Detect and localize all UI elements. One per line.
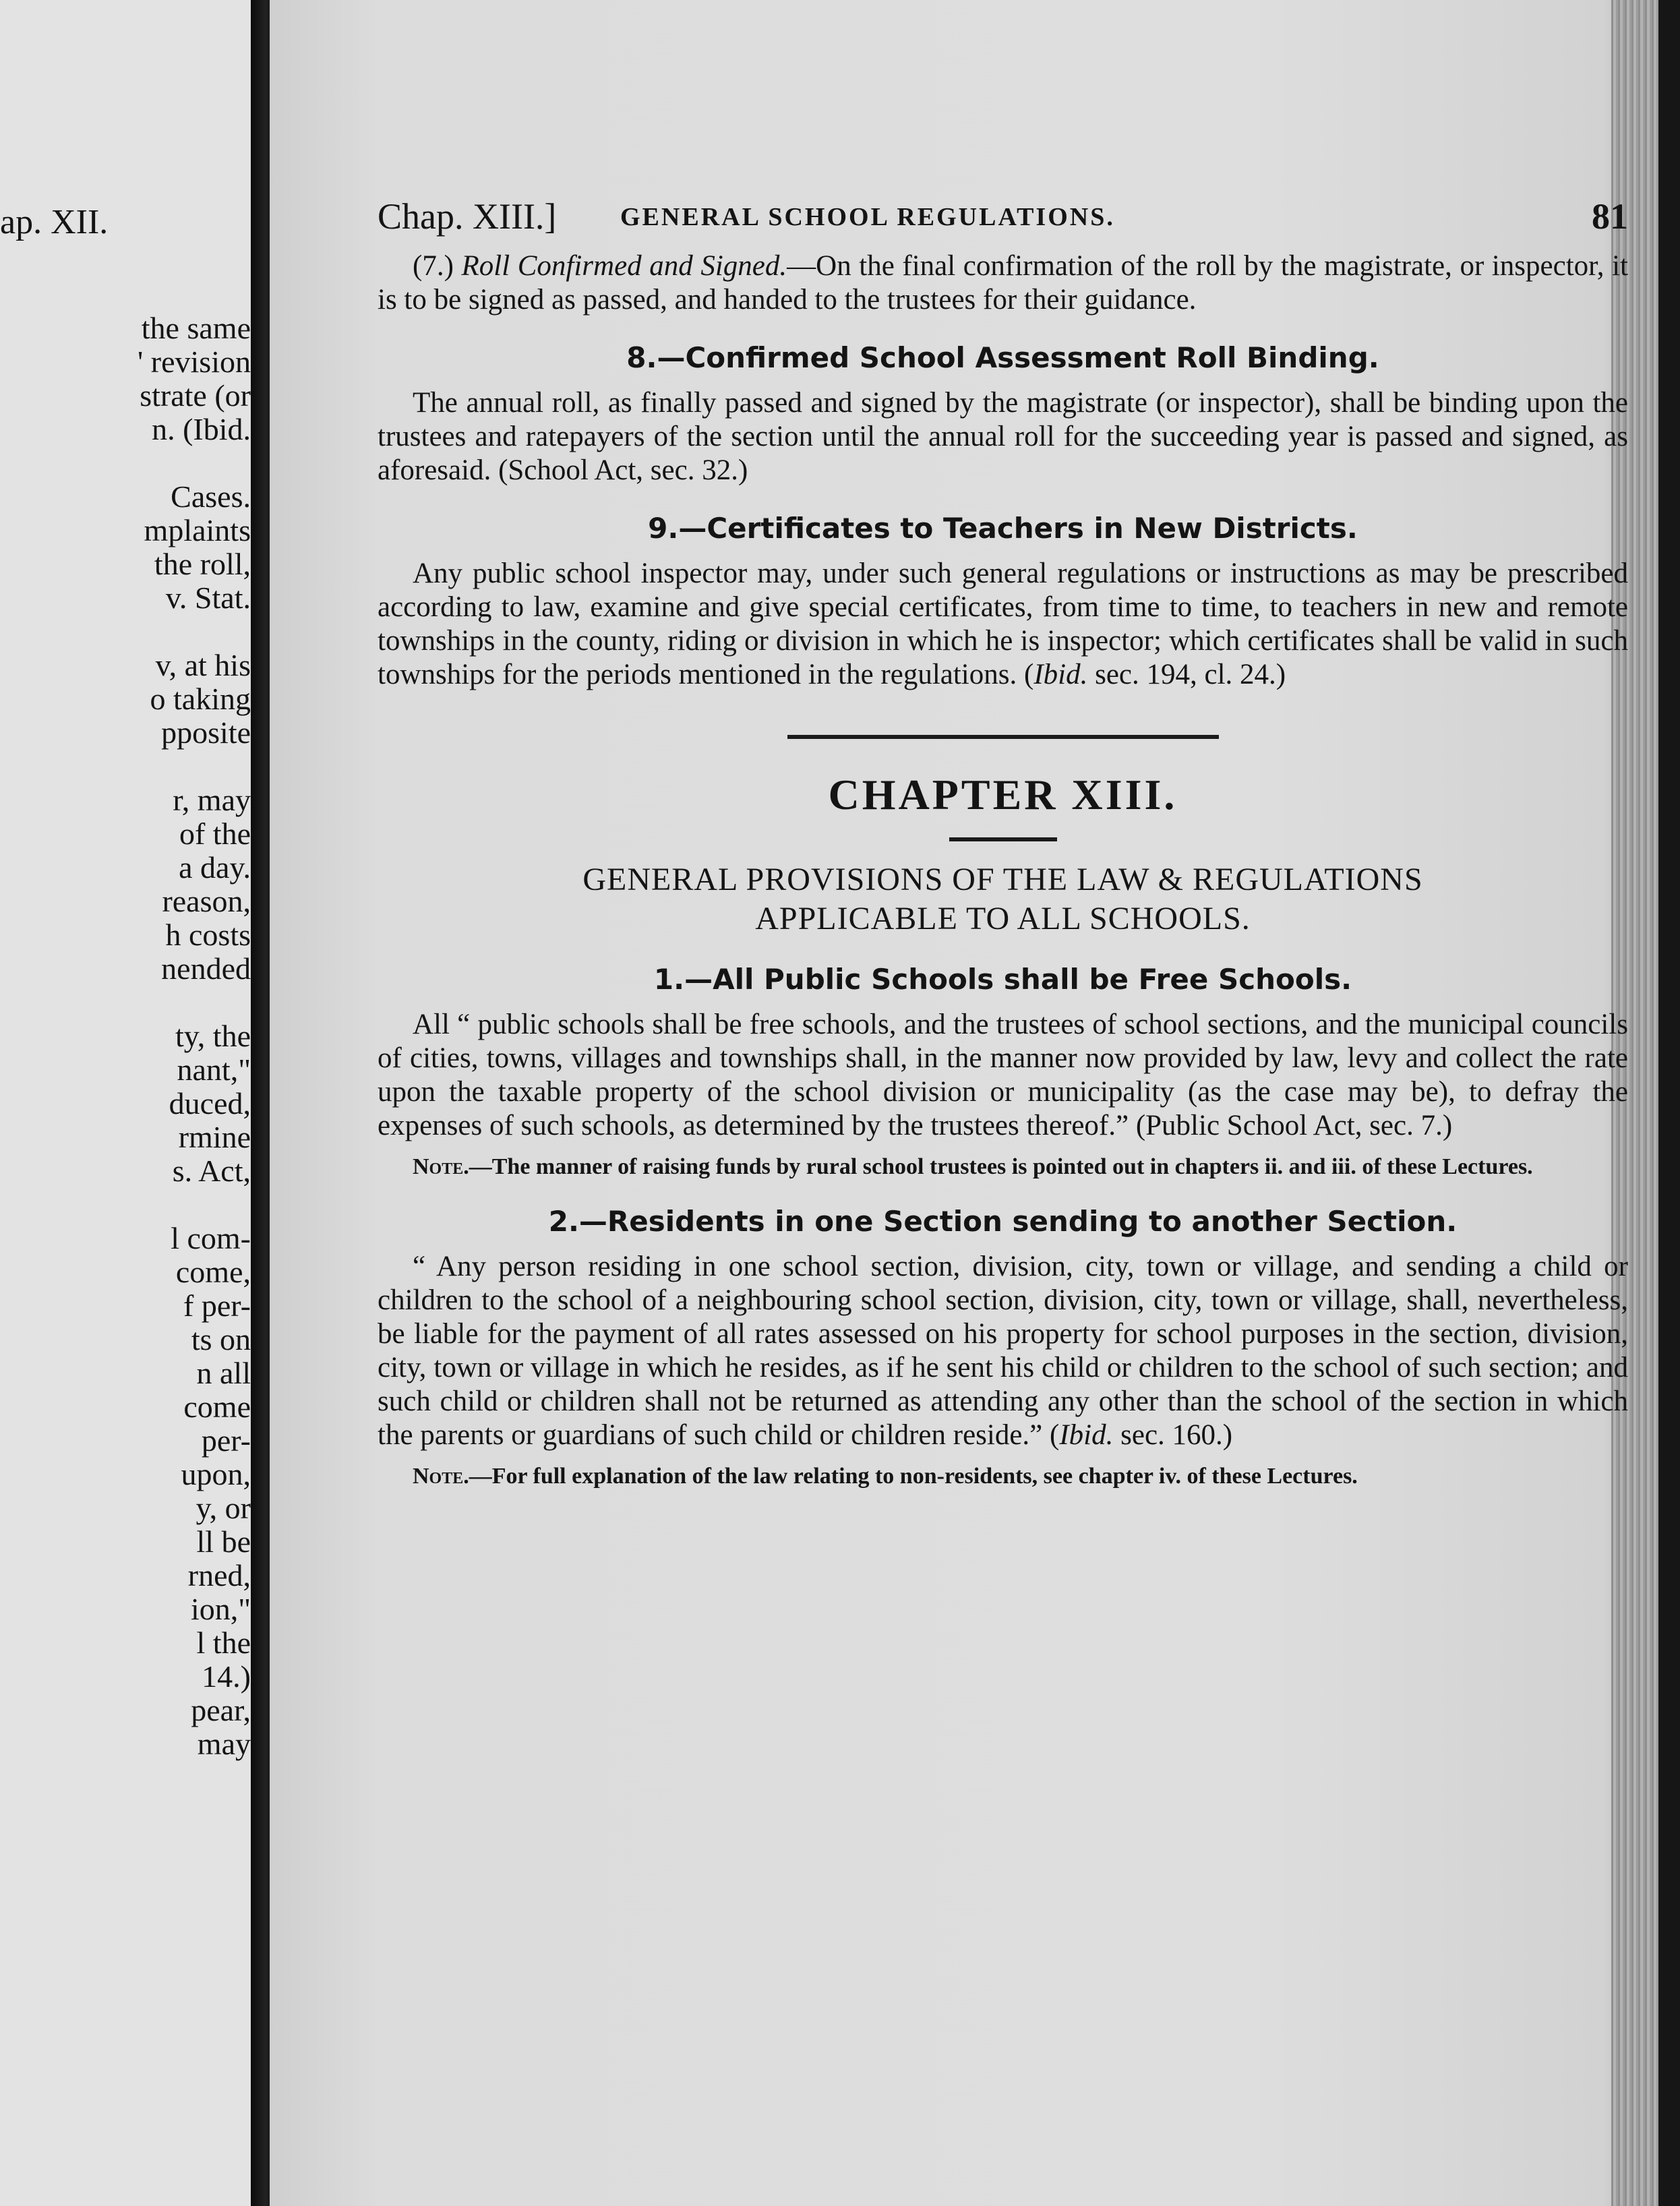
previous-page-line bbox=[0, 1626, 251, 1660]
previous-page-line bbox=[0, 446, 251, 480]
previous-page-line-text: come, bbox=[175, 1255, 251, 1289]
previous-page-line bbox=[0, 1357, 251, 1390]
previous-page-line-text: duced, bbox=[169, 1086, 251, 1121]
previous-page-line-text: ty, the bbox=[175, 1019, 251, 1053]
previous-page-line bbox=[0, 379, 251, 413]
paragraph-7-number: (7.) bbox=[413, 250, 454, 282]
previous-page-line-text: ll be bbox=[196, 1524, 251, 1559]
previous-page-line-text: rmine bbox=[178, 1120, 251, 1154]
previous-page-line bbox=[0, 1390, 251, 1424]
previous-page-line bbox=[0, 649, 251, 682]
previous-page-line bbox=[0, 311, 251, 345]
previous-page-line bbox=[0, 1154, 251, 1188]
section-1-text: All “ public schools shall be free schools, and the trustees of school sections, and the municipal councils of cities, towns, villages and townships shall, in the manner now provided by law, levy and collect the rate upon the taxable property of the school division or municipality (as the case may be), to defray the expenses of such schools, as determined by the trustees thereof.” (Public School Act, sec. 7.) bbox=[378, 1009, 1628, 1141]
previous-page-line-text: s. Act, bbox=[172, 1154, 251, 1188]
section-2-citation-ref: Ibid. bbox=[1059, 1419, 1114, 1451]
section-2-note bbox=[378, 1463, 1628, 1490]
page-81 bbox=[270, 0, 1658, 2206]
previous-page-line bbox=[0, 817, 251, 851]
previous-page-line-text: l the bbox=[196, 1626, 251, 1660]
previous-page-line-text: of the bbox=[179, 816, 251, 851]
previous-page-line-text: mplaints bbox=[144, 513, 251, 547]
previous-page-line bbox=[0, 1289, 251, 1323]
previous-page-line bbox=[0, 514, 251, 547]
previous-page-line-text: a day. bbox=[179, 850, 251, 885]
previous-page-line bbox=[0, 1188, 251, 1222]
previous-page-line-text: the roll, bbox=[154, 547, 251, 581]
page-number: 81 bbox=[1592, 196, 1628, 237]
previous-page-line bbox=[0, 1087, 251, 1121]
chapter-title-rule bbox=[949, 837, 1057, 841]
previous-page-line bbox=[0, 1727, 251, 1761]
previous-page-running-head: ap. XII. bbox=[0, 203, 109, 241]
section-9-citation-ref: Ibid. bbox=[1033, 659, 1088, 690]
previous-page-line bbox=[0, 581, 251, 615]
previous-page-line-text: f per- bbox=[183, 1288, 251, 1323]
previous-page-line bbox=[0, 480, 251, 514]
section-8-heading: 8.—Confirmed School Assessment Roll Binding. bbox=[626, 341, 1379, 374]
previous-page-line-text: nended bbox=[161, 951, 251, 986]
previous-page-line-text: upon, bbox=[181, 1457, 251, 1491]
previous-page-line bbox=[0, 716, 251, 750]
previous-page-line bbox=[0, 750, 251, 783]
section-1-note-text: —The manner of raising funds by rural school trustees is pointed out in chapters ii. and iii. of these Lectures. bbox=[469, 1154, 1533, 1179]
chapter-title: CHAPTER XIII. bbox=[828, 771, 1178, 818]
previous-page-line bbox=[0, 918, 251, 952]
section-1-note bbox=[378, 1154, 1628, 1181]
previous-page-line-text: nant," bbox=[177, 1052, 251, 1087]
previous-page-line bbox=[0, 413, 251, 446]
previous-page-line bbox=[0, 1424, 251, 1458]
previous-page-line-text: n. (Ibid. bbox=[152, 412, 251, 446]
previous-page-line bbox=[0, 1491, 251, 1525]
previous-page-line-text: h costs bbox=[165, 918, 251, 952]
previous-page-line bbox=[0, 1525, 251, 1559]
previous-page-line-text: pposite bbox=[161, 715, 251, 750]
running-head bbox=[378, 196, 1628, 249]
previous-page-line bbox=[0, 1458, 251, 1491]
previous-page-line bbox=[0, 851, 251, 885]
previous-page-line-text: reason, bbox=[162, 884, 251, 918]
section-9-paragraph: Any public school inspector may, under such general regulations or instructions as may be prescribed according to law, examine and give special certificates, from time to time, to teachers in new and remote townships in the county, riding or division in which he is inspector; which certificates shall be valid in such townships for the periods mentioned in the regulations. (Ibid. sec. 194, cl. 24.) bbox=[378, 558, 1628, 690]
previous-page-line-text: ts on bbox=[191, 1322, 251, 1357]
previous-page-line-text: n all bbox=[196, 1356, 251, 1390]
previous-page-line-text: y, or bbox=[196, 1491, 251, 1525]
previous-page-line bbox=[0, 1053, 251, 1087]
previous-page-line bbox=[0, 1019, 251, 1053]
previous-page-line bbox=[0, 615, 251, 649]
section-8-text: The annual roll, as finally passed and signed by the magistrate (or inspector), shall be binding upon the trustees and ratepayers of the section until the annual roll for the succeeding year is passed and signed, as aforesaid. (School Act, sec. 32.) bbox=[378, 387, 1628, 486]
previous-page-line-text: strate (or bbox=[140, 378, 251, 413]
previous-page-line-text: per- bbox=[201, 1423, 251, 1458]
section-2-paragraph: “ Any person residing in one school section, division, city, town or village, and sending a child or children to the school of a neighbouring school section, division, city, town or village, shall, nevertheless, be liable for the payment of all rates assessed on his property for school purposes in the section, division, city, town or village in which he resides, as if he sent his child or children to the school of such section; and such child or children shall not be returned as attending any other than the school of the section in which the parents or guardians of such child or children reside.” (Ibid. sec. 160.) bbox=[378, 1251, 1628, 1451]
previous-page-line bbox=[0, 1660, 251, 1694]
previous-page-line bbox=[0, 885, 251, 918]
chapter-subtitle-line-2: APPLICABLE TO ALL SCHOOLS. bbox=[755, 901, 1251, 936]
section-9-citation: sec. 194, cl. 24.) bbox=[1095, 659, 1286, 690]
previous-page-line-text: may bbox=[197, 1727, 251, 1761]
previous-page-line bbox=[0, 1222, 251, 1255]
previous-page-line bbox=[0, 682, 251, 716]
previous-page-line-text: 14.) bbox=[202, 1659, 251, 1694]
previous-page-line-text: v. Stat. bbox=[165, 580, 251, 615]
previous-page-line-text: ion," bbox=[190, 1592, 251, 1626]
section-1-note-lead: Note. bbox=[413, 1154, 469, 1179]
section-9-heading: 9.—Certificates to Teachers in New Districts. bbox=[648, 512, 1358, 545]
paragraph-7-text: —On the final confirmation of the roll by the magistrate, or inspector, it is to be signed as passed, and handed to the trustees for their guidance. bbox=[378, 250, 1628, 316]
section-2-note-text: —For full explanation of the law relating to non-residents, see chapter iv. of these Lectures. bbox=[469, 1464, 1358, 1489]
previous-page-line bbox=[0, 986, 251, 1019]
previous-page-line bbox=[0, 783, 251, 817]
previous-page-line bbox=[0, 1559, 251, 1592]
paragraph-7-heading: Roll Confirmed and Signed. bbox=[461, 250, 787, 282]
previous-page-line bbox=[0, 345, 251, 379]
previous-page-line bbox=[0, 1323, 251, 1357]
section-1-heading: 1.—All Public Schools shall be Free Schools. bbox=[653, 963, 1352, 996]
running-head-title: GENERAL SCHOOL REGULATIONS. bbox=[620, 203, 1115, 231]
previous-page-line bbox=[0, 1121, 251, 1154]
previous-page-line bbox=[0, 547, 251, 581]
chapter-divider-rule bbox=[787, 735, 1219, 739]
section-2-citation: sec. 160.) bbox=[1120, 1419, 1233, 1451]
previous-page-fragment bbox=[0, 0, 251, 2206]
section-2-text: “ Any person residing in one school section, division, city, town or village, and sending a child or children to the school of a neighbouring school section, division, city, town or village, shall, nevertheless, be liable for the payment of all rates assessed on his property for school purposes in the section, division, city, town or village in which he resides, as if he sent his child or children to the school of such section; and such child or children shall not be returned as attending any other than the school of the section in which the parents or guardians of such child or children reside.” bbox=[378, 1251, 1628, 1451]
previous-page-line-text: come bbox=[183, 1390, 251, 1424]
chapter-subtitle-line-1: GENERAL PROVISIONS OF THE LAW & REGULATIONS bbox=[582, 862, 1423, 897]
paragraph-7 bbox=[378, 249, 1628, 317]
previous-page-line bbox=[0, 1592, 251, 1626]
page-content bbox=[378, 196, 1628, 1490]
previous-page-line-text: pear, bbox=[191, 1693, 251, 1727]
previous-page-text bbox=[0, 311, 251, 1761]
previous-page-line-text: l com- bbox=[171, 1221, 251, 1255]
previous-page-line bbox=[0, 1694, 251, 1727]
previous-page-line-text: v, at his bbox=[155, 648, 251, 682]
previous-page-line-text: Cases. bbox=[171, 479, 251, 514]
previous-page-line bbox=[0, 952, 251, 986]
running-head-chapter: Chap. XIII.] bbox=[378, 196, 557, 237]
previous-page-line-text: r, may bbox=[173, 783, 251, 817]
section-2-heading: 2.—Residents in one Section sending to another Section. bbox=[548, 1205, 1458, 1238]
previous-page-line bbox=[0, 1255, 251, 1289]
previous-page-line-text: o taking bbox=[150, 682, 251, 716]
previous-page-line-text: ' revision bbox=[138, 345, 251, 379]
section-9-text: Any public school inspector may, under such general regulations or instructions as may be prescribed according to law, examine and give special certificates, from time to time, to teachers in new and remote townships in the county, riding or division in which he is inspector; which certificates shall be valid in such townships for the periods mentioned in the regulations. bbox=[378, 558, 1628, 690]
section-2-note-lead: Note. bbox=[413, 1464, 469, 1489]
previous-page-line-text: the same bbox=[141, 311, 251, 345]
previous-page-line-text: rned, bbox=[187, 1558, 251, 1592]
